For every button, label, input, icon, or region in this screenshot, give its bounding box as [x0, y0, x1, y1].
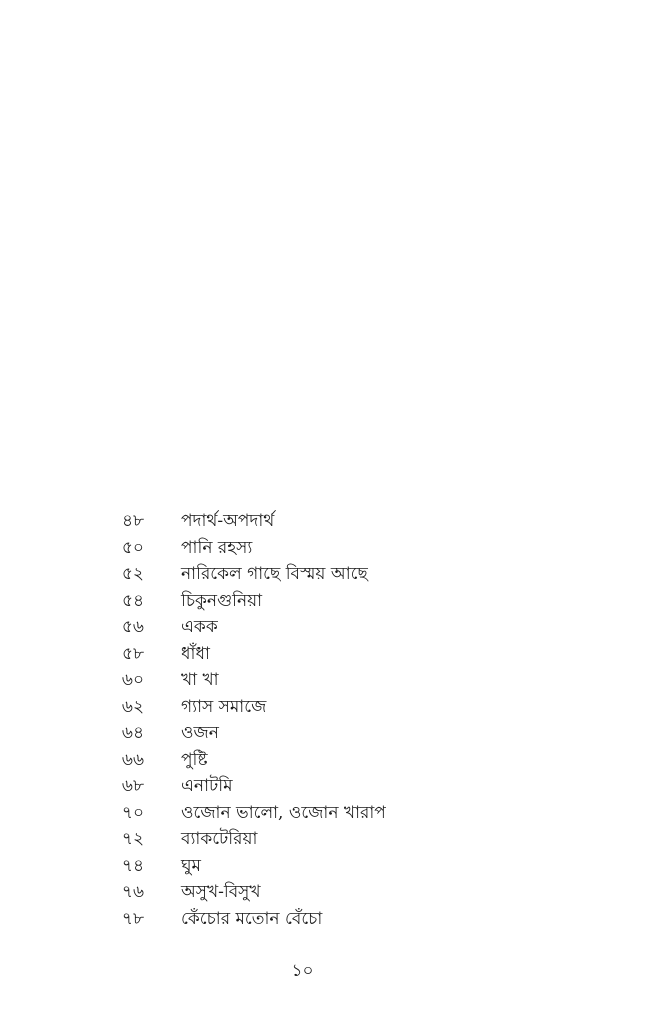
- toc-page-number: ৭৬: [121, 882, 144, 902]
- toc-entry: [0, 508, 663, 535]
- toc-entry: [0, 667, 663, 694]
- toc-entry: [0, 747, 663, 774]
- table-of-contents: [0, 508, 663, 932]
- toc-page-number: ৭৮: [121, 908, 144, 929]
- toc-entry-title: একক: [181, 617, 218, 637]
- toc-entry: [0, 800, 663, 827]
- toc-entry-title: খা খা: [181, 670, 219, 690]
- toc-entry-title: ওজোন ভালো, ওজোন খারাপ: [181, 802, 386, 823]
- toc-page-number: ৫৪: [121, 590, 144, 611]
- toc-entry: [0, 720, 663, 747]
- toc-entry: [0, 879, 663, 906]
- toc-entry-title: পানি রহস্য: [181, 537, 253, 558]
- toc-page-number: ৬৬: [121, 749, 144, 770]
- toc-page-number: ৭০: [121, 802, 144, 823]
- toc-entry: [0, 694, 663, 721]
- toc-entry-title: এনাটমি: [181, 776, 233, 796]
- toc-entry: [0, 561, 663, 588]
- toc-entry-title: ধাঁধা: [181, 643, 210, 664]
- toc-entry: [0, 773, 663, 800]
- toc-entry-title: কেঁচোর মতোন বেঁচো: [181, 908, 323, 929]
- toc-entry-title: অসুখ-বিসুখ: [181, 882, 261, 902]
- toc-entry: [0, 826, 663, 853]
- toc-page-number: ৫৬: [121, 617, 144, 637]
- toc-entry-title: ঘুম: [181, 855, 201, 876]
- toc-page-number: ৬০: [121, 670, 144, 690]
- toc-page-number: ৭৪: [121, 855, 144, 876]
- toc-page-number: ৬৮: [121, 776, 144, 796]
- toc-entry: [0, 906, 663, 933]
- toc-entry: [0, 853, 663, 880]
- toc-entry: [0, 535, 663, 562]
- toc-entry-title: ব্যাকটেরিয়া: [181, 829, 258, 849]
- toc-entry: [0, 588, 663, 615]
- toc-entry-title: ওজন: [181, 723, 219, 743]
- toc-page-number: ৬৪: [121, 723, 144, 743]
- toc-entry-title: পুষ্টি: [181, 749, 208, 770]
- toc-page-number: ৬২: [121, 696, 144, 717]
- toc-page-number: ৫৮: [121, 643, 144, 664]
- toc-entry: [0, 614, 663, 641]
- toc-page-number: ৫০: [121, 537, 144, 558]
- page-folio: ১০: [291, 961, 314, 981]
- toc-entry-title: নারিকেল গাছে বিস্ময় আছে: [181, 564, 368, 584]
- toc-page-number: ৭২: [121, 829, 144, 849]
- toc-entry-title: গ্যাস সমাজে: [181, 696, 267, 717]
- toc-entry-title: চিকুনগুনিয়া: [181, 590, 263, 611]
- toc-entry-title: পদার্থ-অপদার্থ: [181, 511, 275, 531]
- toc-entry: [0, 641, 663, 668]
- toc-page-number: ৪৮: [121, 511, 144, 531]
- toc-page-number: ৫২: [121, 564, 144, 584]
